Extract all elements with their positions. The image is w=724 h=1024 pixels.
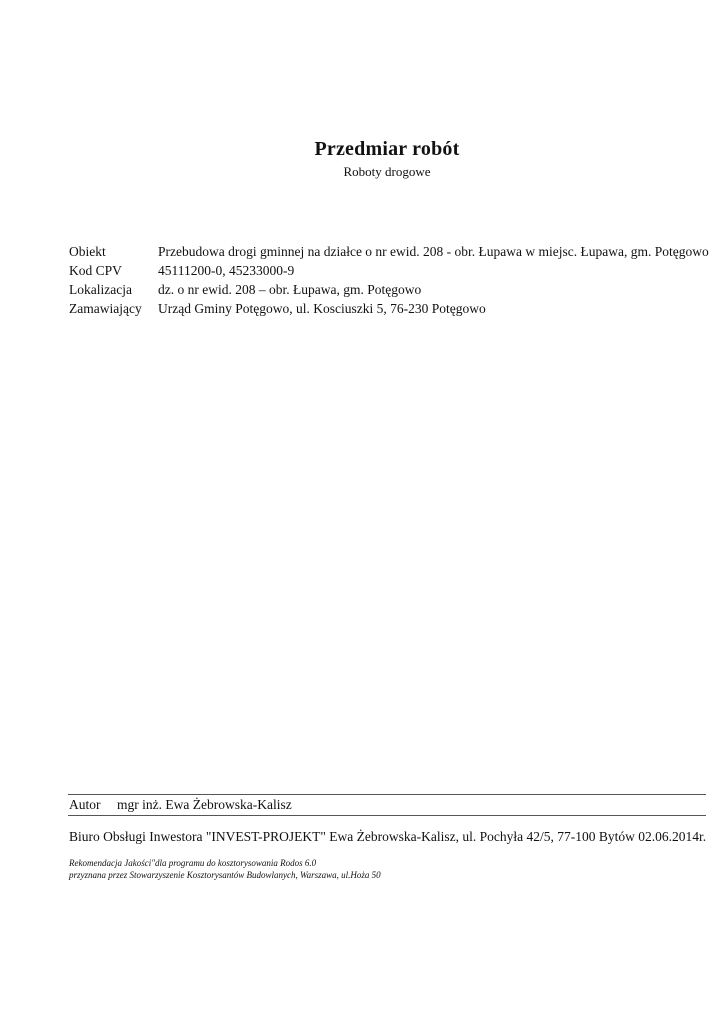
office-address-line: Biuro Obsługi Inwestora "INVEST-PROJEKT" Ewa Żebrowska-Kalisz, ul. Pochyła 42/5, 77-100 Bytów 02.06.2014r.: [69, 829, 707, 844]
divider-top: [68, 794, 706, 795]
software-recommendation-note: [69, 857, 381, 881]
info-label: Obiekt: [69, 244, 106, 259]
author-name: mgr inż. Ewa Żebrowska-Kalisz: [117, 797, 292, 812]
author-line: [69, 796, 292, 813]
project-info-table: [69, 242, 709, 318]
info-value: Urząd Gminy Potęgowo, ul. Kosciuszki 5, 76-230 Potęgowo: [158, 301, 486, 316]
info-row-obiekt: [69, 242, 709, 261]
divider-bottom: [68, 815, 706, 816]
info-row-lokalizacja: [69, 280, 709, 299]
recommendation-line-1: Rekomendacja Jakości"dla programu do kosztorysowania Rodos 6.0: [69, 858, 317, 868]
document-subtitle: Roboty drogowe: [343, 164, 431, 179]
info-value: Przebudowa drogi gminnej na działce o nr ewid. 208 - obr. Łupawa w miejsc. Łupawa, gm. Potęgowo: [158, 244, 709, 259]
info-row-kod-cpv: [69, 261, 709, 280]
info-label: Lokalizacja: [69, 282, 132, 297]
info-label: Kod CPV: [69, 263, 122, 278]
info-value: dz. o nr ewid. 208 – obr. Łupawa, gm. Potęgowo: [158, 282, 422, 297]
info-row-zamawiajacy: [69, 299, 709, 318]
recommendation-line-2: przyznana przez Stowarzyszenie Kosztorysantów Budowlanych, Warszawa, ul.Hoża 50: [69, 870, 381, 880]
info-value: 45111200-0, 45233000-9: [158, 263, 295, 278]
info-label: Zamawiający: [69, 301, 142, 316]
author-label: Autor: [69, 797, 101, 812]
document-title: Przedmiar robót: [314, 138, 460, 160]
